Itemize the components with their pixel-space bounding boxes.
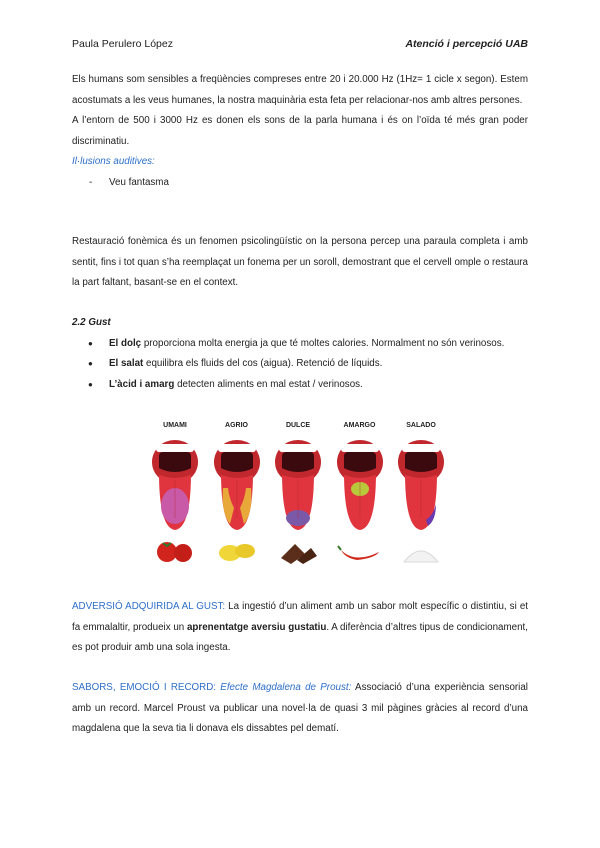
tongue-agrio xyxy=(208,418,266,568)
tongue-label: SALADO xyxy=(406,422,436,429)
illusions-list xyxy=(72,173,528,194)
tongue-label: DULCE xyxy=(285,422,311,429)
tongue-salado xyxy=(392,418,450,568)
tongue-icon xyxy=(335,438,385,532)
tongue-amargo xyxy=(331,418,389,568)
header-course: Atenció i percepció UAB xyxy=(405,38,528,50)
tongue-umami xyxy=(146,418,204,568)
lemon-icon xyxy=(212,536,262,566)
list-item: ● El dolç proporciona molta energia ja que té moltes calories. Normalment no són verinosos. xyxy=(72,334,528,355)
tomato-icon xyxy=(150,536,200,566)
tongue-dulce xyxy=(269,418,327,568)
restoration-block xyxy=(72,232,528,294)
taste-block xyxy=(72,313,528,395)
paragraph-aversion: ADVERSIÓ ADQUIRIDA AL GUST: La ingestió d’un aliment amb un sabor molt específic o distintiu, si et fa emmalaltir, produeix un aprenentatge aversiu gustatiu. A diferència d’altres tipus de condicionament, es pot produir amb una sola ingesta. xyxy=(72,601,528,653)
tongue-label: AGRIO xyxy=(225,422,248,429)
intro-block xyxy=(72,70,528,193)
tongue-icon xyxy=(150,438,200,532)
paragraph-restoration: Restauració fonèmica és un fenomen psicolingüístic on la persona percep una paraula completa i amb sentit, fins i tot quan s’ha reemplaçat un fonema per un soroll, demostrant que el cervell omple o restaura la part faltant, basant-se en el context. xyxy=(72,236,528,288)
header-author: Paula Perulero López xyxy=(72,38,173,50)
list-item: ● L’àcid i amarg detecten aliments en mal estat / verinosos. xyxy=(72,375,528,396)
list-item: - Veu fantasma xyxy=(72,173,528,194)
paragraph-frequencies: Els humans som sensibles a freqüències compreses entre 20 i 20.000 Hz (1Hz= 1 cicle x segon). Estem acostumats a les veus humanes, la nostra maquinària esta feta per relacionar-nos amb altres persones. xyxy=(72,74,528,106)
proust-block xyxy=(72,678,528,740)
tongue-icon xyxy=(396,438,446,532)
chocolate-icon xyxy=(273,536,323,566)
tongue-icon xyxy=(212,438,262,532)
paragraph-proust: SABORS, EMOCIÓ I RECORD: Efecte Magdalena de Proust: Associació d’una experiència sensorial amb un record. Marcel Proust va publicar una novel·la de quasi 3 mil pàgines gràcies al record d’una magdalena que la seva tia li donava els dissabtes pel dematí. xyxy=(72,682,528,734)
salt-icon xyxy=(396,536,446,566)
chili-icon xyxy=(335,536,385,566)
aversion-block xyxy=(72,597,528,659)
taste-map-figure xyxy=(146,418,451,568)
tongue-icon xyxy=(273,438,323,532)
taste-bullets xyxy=(72,334,528,396)
tongue-label: AMARGO xyxy=(343,422,376,429)
list-item: ● El salat equilibra els fluids del cos (aigua). Retenció de líquids. xyxy=(72,354,528,375)
paragraph-speech-range: A l’entorn de 500 i 3000 Hz es donen els sons de la parla humana i és on l’oïda té més gran poder discriminatiu. xyxy=(72,115,528,147)
tongue-label: UMAMI xyxy=(163,422,187,429)
illusions-title: Il·lusions auditives: xyxy=(72,156,155,167)
section-title: 2.2 Gust xyxy=(72,317,111,328)
